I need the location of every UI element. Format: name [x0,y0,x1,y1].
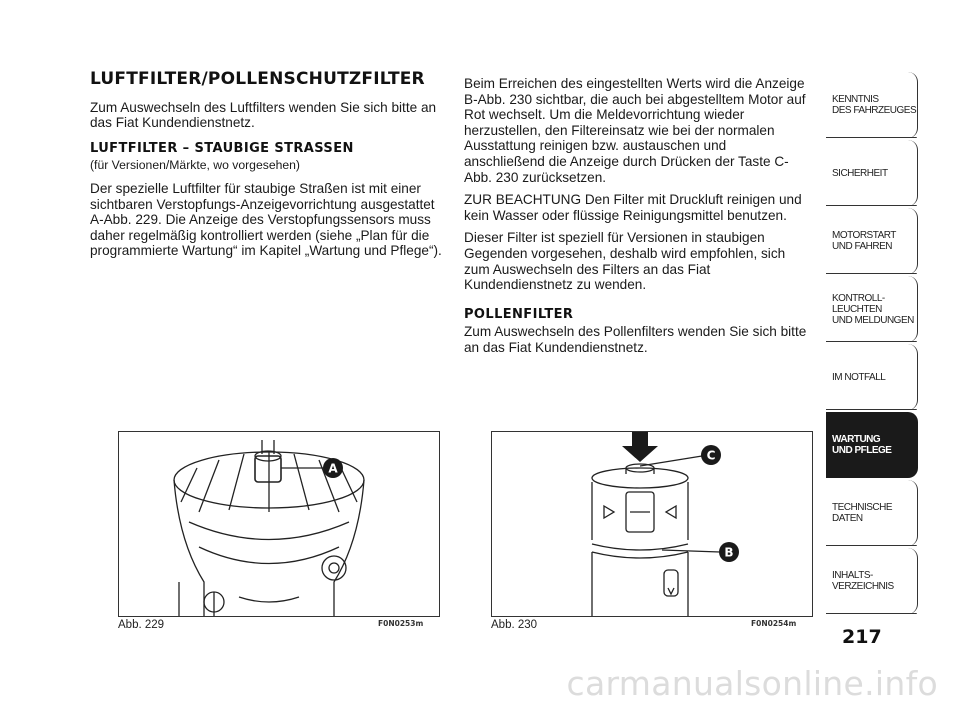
callout-a-label: A [328,461,338,476]
callout-c-label: C [706,448,716,463]
subsection-title-dusty-roads: LUFTFILTER – STAUBIGE STRASSEN [90,140,354,156]
pollen-paragraph: Zum Auswechseln des Pollenfilters wenden Sie sich bitte an das Fiat Kundendienstnetz. [464,324,807,355]
tab-inhaltsverzeichnis[interactable]: INHALTS- VERZEICHNIS [826,548,918,614]
attention-paragraph: ZUR BEACHTUNG Den Filter mit Druckluft reinigen und kein Wasser oder flüssige Reinigungsmittel benutzen. [464,192,802,223]
dusty-version-paragraph: Dieser Filter ist speziell für Versionen in staubigen Gegenden vorgesehen, deshalb wird empfohlen, sich zum Auswechseln des Filters an das Fiat Kundendienstnetz zu wenden. [464,230,786,293]
figure-229-air-filter [118,431,440,617]
tab-wartung-active[interactable]: WARTUNG UND PFLEGE [826,412,918,478]
subsection-title-pollen-filter: POLLENFILTER [464,306,574,322]
figure-230-indicator [491,431,813,617]
section-title: LUFTFILTER/POLLENSCHUTZFILTER [90,69,425,89]
press-arrow-icon [622,432,658,462]
tab-kenntnis[interactable]: KENNTNIS DES FAHRZEUGES [826,72,918,138]
page-number: 217 [842,626,882,648]
left-column [90,69,445,266]
figure-230-code: F0N0254m [751,619,797,628]
figure-229-caption: Abb. 229 [118,619,165,631]
chapter-sidebar [826,72,918,617]
air-filter-illustration [119,432,439,616]
intro-paragraph: Zum Auswechseln des Luftfilters wenden Sie sich bitte an das Fiat Kundendienstnetz. [90,99,437,131]
tab-technische-daten[interactable]: TECHNISCHE DATEN [826,480,918,546]
figure-230-caption: Abb. 230 [491,619,538,631]
right-column [464,76,809,363]
figure-229-code: F0N0253m [378,619,424,628]
callout-b-label: B [724,545,734,560]
indicator-paragraph: Beim Erreichen des eingestellten Werts wird die Anzeige B-Abb. 230 sichtbar, die auch bei abgestelltem Motor auf Rot wechselt. Um die Meldevorrichtung wieder herzustellen, den Filtereinsatz wie bei der normalen Ausstattung reinigen bzw. austauschen und anschließend die Anzeige durch Drücken der Taste C-Abb. 230 zurücksetzen. [464,76,806,185]
body-paragraph: Der spezielle Luftfilter für staubige Straßen ist mit einer sichtbaren Verstopfungs-Anzeigevorrichtung ausgestattet A-Abb. 229. Die Anzeige des Verstopfungssensors muss daher regelmäßig kontrolliert werden (siehe „Plan für die programmierte Wartung“ im Kapitel „Wartung und Pflege“). [90,180,442,259]
tab-sicherheit[interactable]: SICHERHEIT [826,140,918,206]
tab-kontrollleuchten[interactable]: KONTROLL- LEUCHTEN UND MELDUNGEN [826,276,918,342]
watermark: carmanualsonline.info [566,664,938,703]
indicator-illustration [492,432,812,616]
version-note: (für Versionen/Märkte, wo vorgesehen) [90,158,300,173]
tab-im-notfall[interactable]: IM NOTFALL [826,344,918,410]
tab-motorstart[interactable]: MOTORSTART UND FAHREN [826,208,918,274]
